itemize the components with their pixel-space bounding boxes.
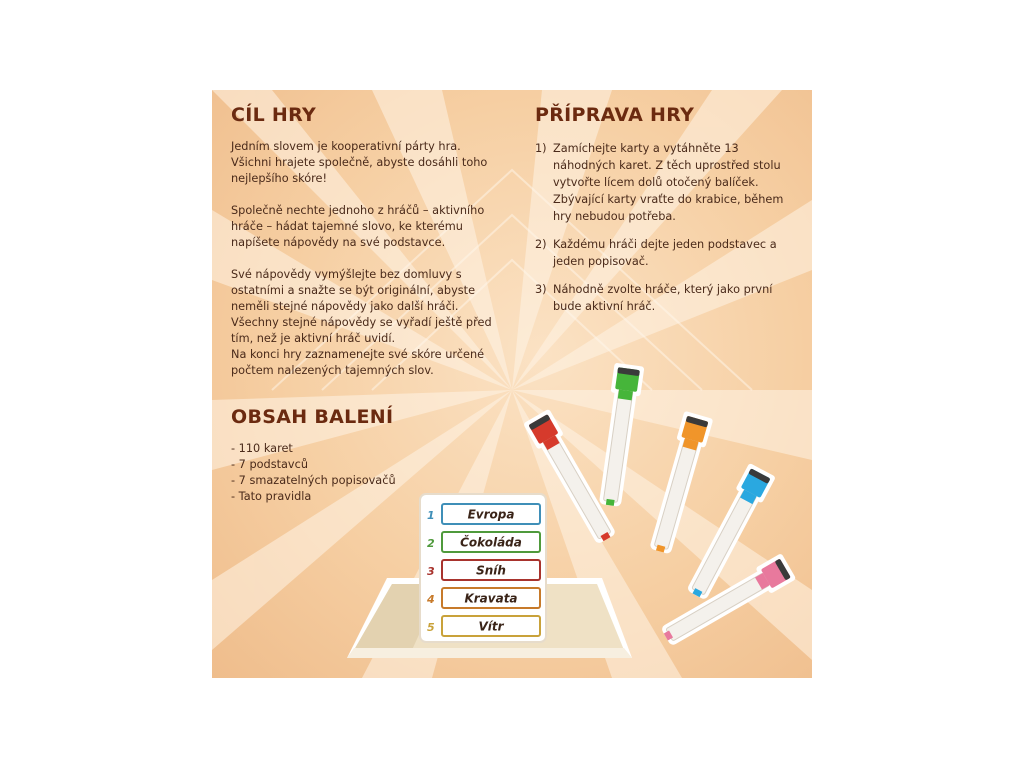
stand-front (347, 648, 632, 658)
step-text: Zamíchejte karty a vytáhněte 13 náhodných karet. Z těch uprostřed stolu vytvořte lícem dolů otočený balíček. Zbývající karty vraťte do krabice, během hry nebudou potřeba. (553, 142, 784, 223)
step-number: 2) (535, 238, 547, 251)
setup-heading: PŘÍPRAVA HRY (535, 104, 695, 126)
step-text: Každému hráči dejte jeden podstavec a jeden popisovač. (553, 238, 777, 268)
step-number: 3) (535, 283, 547, 296)
card-row-number: 5 (427, 621, 435, 634)
card-row-number: 4 (427, 593, 435, 606)
card-row-number: 2 (427, 537, 435, 550)
goal-heading: CÍL HRY (231, 104, 317, 126)
card-row (427, 504, 540, 524)
step-number: 1) (535, 142, 547, 155)
marker-pen (645, 411, 713, 556)
marker-pen (595, 363, 644, 508)
list-item: - 110 karet (231, 442, 293, 455)
list-item: - 7 smazatelných popisovačů (231, 474, 396, 487)
card-row (426, 588, 540, 608)
goal-paragraph: Na konci hry zaznamenejte své skóre určené počtem nalezených tajemných slov. (231, 348, 485, 377)
step-text: Náhodně zvolte hráče, který jako první bude aktivní hráč. (553, 283, 773, 313)
card-row-word: Kravata (464, 591, 518, 606)
goal-paragraph: Jedním slovem je kooperativní párty hra. Všichni hrajete společně, abyste dosáhli toho nejlepšího skóre! (231, 140, 488, 185)
list-item: - 7 podstavců (231, 458, 308, 471)
goal-paragraph: Své nápovědy vymýšlejte bez domluvy s ostatními a snažte se být originální, abyste neměli stejné nápovědy jako další hráči. Všechny stejné nápovědy se vyřadí ještě před tím, než je aktivní hráč uvidí. (231, 268, 492, 345)
card-row-word: Sníh (476, 563, 506, 578)
components-illustration (212, 90, 812, 678)
card-row (427, 560, 540, 580)
card-row-word: Evropa (467, 507, 515, 522)
contents-heading: OBSAH BALENÍ (231, 406, 394, 428)
marker-pen (658, 553, 796, 650)
card-row-number: 1 (427, 509, 435, 522)
card-row (427, 532, 540, 552)
card-row-word: Vítr (478, 619, 504, 634)
card-row-number: 3 (427, 565, 435, 578)
rulebook-page (212, 90, 812, 678)
goal-paragraph: Společně nechte jednoho z hráčů – aktivního hráče – hádat tajemné slovo, ke kterému napíšete nápovědy na své podstavce. (231, 204, 485, 249)
card-row-word: Čokoláda (460, 535, 522, 550)
list-item: - Tato pravidla (231, 490, 312, 503)
card-row (427, 616, 540, 636)
